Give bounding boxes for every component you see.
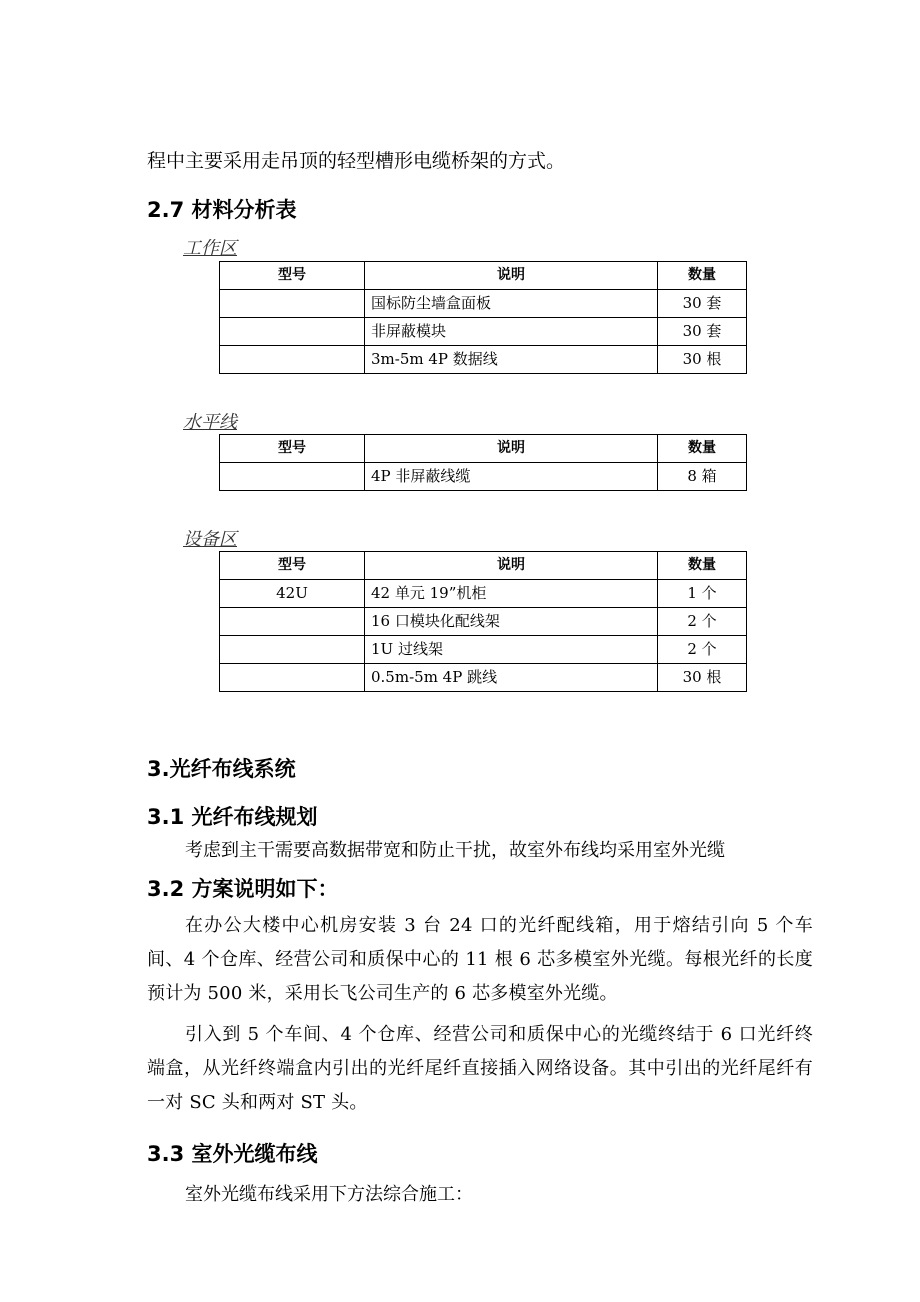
cell-model bbox=[220, 290, 365, 318]
horizontal-table bbox=[219, 434, 747, 491]
cell-description: 1U 过线架 bbox=[365, 636, 658, 664]
table-row bbox=[220, 318, 747, 346]
lead-text: 程中主要采用走吊顶的轻型槽形电缆桥架的方式。 bbox=[147, 150, 566, 172]
table-header-row bbox=[220, 262, 747, 290]
section-3-1-text: 考虑到主干需要高数据带宽和防止干扰，故室外布线均采用室外光缆 bbox=[185, 840, 725, 861]
header-model: 型号 bbox=[220, 435, 365, 463]
table-row bbox=[220, 346, 747, 374]
cell-model bbox=[220, 318, 365, 346]
cell-model bbox=[220, 636, 365, 664]
cell-description: 0.5m-5m 4P 跳线 bbox=[365, 664, 658, 692]
cell-description: 国标防尘墙盒面板 bbox=[365, 290, 658, 318]
header-description: 说明 bbox=[365, 552, 658, 580]
cell-quantity: 30 套 bbox=[658, 290, 747, 318]
section-3-3-text: 室外光缆布线采用下方法综合施工： bbox=[185, 1184, 473, 1205]
cell-quantity: 30 根 bbox=[658, 346, 747, 374]
header-description: 说明 bbox=[365, 435, 658, 463]
section-3-3-heading: 3.3 室外光缆布线 bbox=[147, 1142, 318, 1166]
cell-model bbox=[220, 664, 365, 692]
cell-quantity: 8 箱 bbox=[658, 463, 747, 491]
section-2-7-heading: 2.7 材料分析表 bbox=[147, 198, 297, 222]
header-description: 说明 bbox=[365, 262, 658, 290]
cell-model bbox=[220, 608, 365, 636]
section-3-1-heading: 3.1 光纤布线规划 bbox=[147, 805, 318, 829]
horizontal-label: 水平线 bbox=[183, 412, 237, 433]
cell-model bbox=[220, 463, 365, 491]
cell-model: 42U bbox=[220, 580, 365, 608]
table-row bbox=[220, 463, 747, 491]
table-row bbox=[220, 636, 747, 664]
header-quantity: 数量 bbox=[658, 435, 747, 463]
equipment-area-label: 设备区 bbox=[183, 529, 237, 550]
cell-quantity: 30 套 bbox=[658, 318, 747, 346]
cell-description: 3m-5m 4P 数据线 bbox=[365, 346, 658, 374]
header-quantity: 数量 bbox=[658, 552, 747, 580]
work-area-table bbox=[219, 261, 747, 374]
header-model: 型号 bbox=[220, 262, 365, 290]
cell-quantity: 2 个 bbox=[658, 608, 747, 636]
header-model: 型号 bbox=[220, 552, 365, 580]
table-header-row bbox=[220, 435, 747, 463]
table-row bbox=[220, 608, 747, 636]
cell-quantity: 30 根 bbox=[658, 664, 747, 692]
section-3-2-paragraph-1: 在办公大楼中心机房安装 3 台 24 口的光纤配线箱，用于熔结引向 5 个车间、4 个仓库、经营公司和质保中心的 11 根 6 芯多模室外光缆。每根光纤的长度预计为 500 米，采用长飞公司生产的 6 芯多模室外光缆。 bbox=[147, 915, 813, 1004]
header-quantity: 数量 bbox=[658, 262, 747, 290]
cell-description: 16 口模块化配线架 bbox=[365, 608, 658, 636]
cell-description: 42 单元 19”机柜 bbox=[365, 580, 658, 608]
section-3-heading: 3.光纤布线系统 bbox=[147, 757, 296, 781]
work-area-label: 工作区 bbox=[183, 238, 237, 259]
equipment-area-table bbox=[219, 551, 747, 692]
cell-description: 非屏蔽模块 bbox=[365, 318, 658, 346]
table-row bbox=[220, 580, 747, 608]
cell-quantity: 1 个 bbox=[658, 580, 747, 608]
table-row bbox=[220, 290, 747, 318]
cell-description: 4P 非屏蔽线缆 bbox=[365, 463, 658, 491]
cell-model bbox=[220, 346, 365, 374]
cell-quantity: 2 个 bbox=[658, 636, 747, 664]
table-row bbox=[220, 664, 747, 692]
table-header-row bbox=[220, 552, 747, 580]
section-3-2-heading: 3.2 方案说明如下： bbox=[147, 877, 339, 901]
section-3-2-paragraph-2: 引入到 5 个车间、4 个仓库、经营公司和质保中心的光缆终结于 6 口光纤终端盒，从光纤终端盒内引出的光纤尾纤直接插入网络设备。其中引出的光纤尾纤有一对 SC 头和两对 ST 头。 bbox=[147, 1024, 813, 1113]
